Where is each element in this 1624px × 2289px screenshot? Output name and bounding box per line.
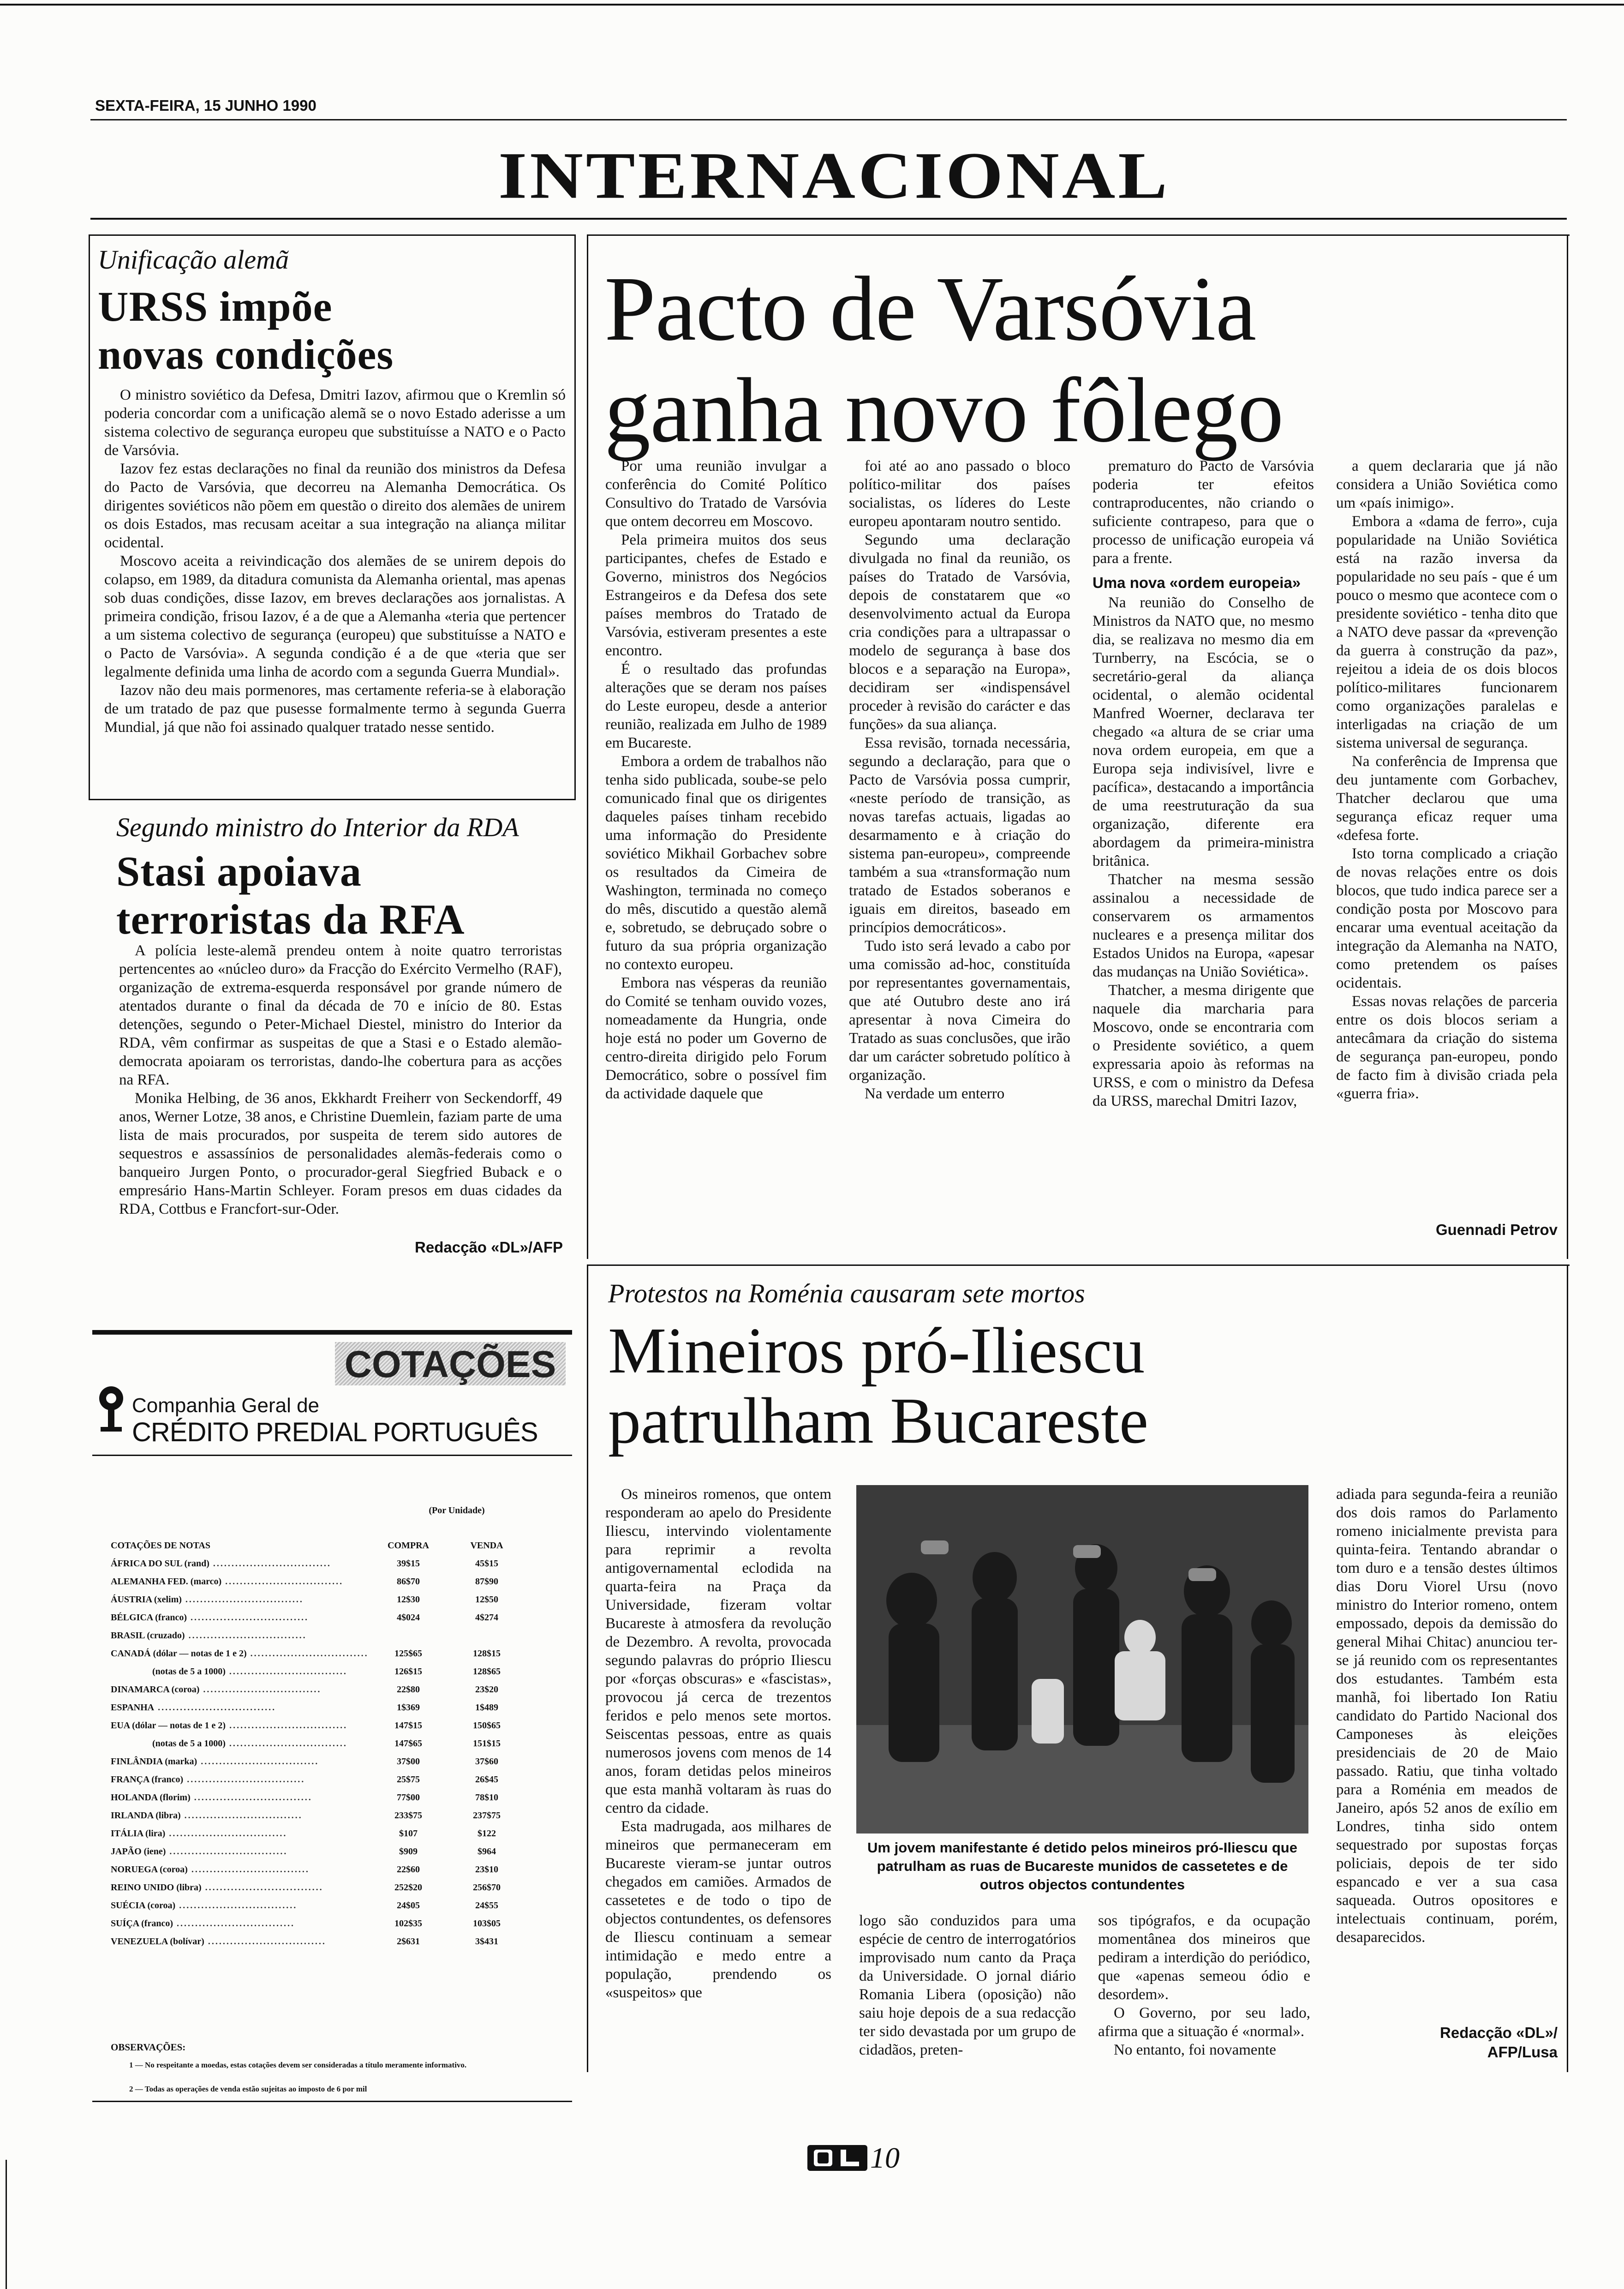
article-stasi-kicker: Segundo ministro do Interior da RDA xyxy=(116,812,519,842)
credit-line: Redacção «DL»/ xyxy=(1440,2024,1558,2041)
headline-line: novas condições xyxy=(98,331,394,378)
page-number: 10 xyxy=(870,2141,900,2174)
rate-buy xyxy=(369,1627,448,1645)
pacto-left-rule xyxy=(587,234,588,1259)
header-label: COTAÇÕES DE NOTAS xyxy=(111,1540,210,1551)
article-pacto-headline xyxy=(604,258,1564,461)
mineiros-top-rule xyxy=(587,1264,1570,1266)
rate-sell: 26$45 xyxy=(475,1774,498,1785)
article-mineiros-kicker: Protestos na Roménia causaram sete mortos xyxy=(608,1278,1085,1308)
section-rule xyxy=(90,218,1567,220)
rate-label: NORUEGA (coroa) xyxy=(111,1864,188,1875)
paragraph: Embora nas vésperas da reunião do Comité se tenham ouvido vozes, nomeadamente da Hungria, onde hoje está no poder um Governo de centro-direita dirigido pelo Forum Democrático, sobre o possível fim da actividade daquele que xyxy=(605,975,827,1102)
cotacoes-top-bar xyxy=(92,1330,572,1335)
rate-sell: 4$274 xyxy=(475,1612,498,1623)
rate-sell: 12$50 xyxy=(475,1594,498,1605)
rate-row xyxy=(111,1915,526,1933)
credit-line: AFP/Lusa xyxy=(1487,2043,1558,2061)
article-stasi-body xyxy=(119,941,562,1255)
leader-dots: ................................ xyxy=(187,1864,310,1875)
rate-label: DINAMARCA (coroa) xyxy=(111,1684,200,1695)
rate-sell: $122 xyxy=(478,1828,496,1839)
rate-sell: 103$05 xyxy=(473,1918,501,1929)
rate-row xyxy=(111,1573,526,1591)
paragraph: Isto torna complicado a criação de novas relações entre os dois blocos, que tudo indica parece ser a condição posta por Moscovo para encarar uma eventual aceitação da integração da Alemanha na NATO, como pretendem os países ocidentais. xyxy=(1336,845,1558,991)
rate-sell: 3$431 xyxy=(475,1936,498,1947)
rate-buy: 39$15 xyxy=(397,1558,420,1569)
article-mineiros-col2 xyxy=(859,1911,1076,2068)
paragraph: adiada para segunda-feira a reunião dos dois ramos do Parlamento romeno inicialmente prevista para quinta-feira. Tentando abrandar o tom duro e a tensão destes últimos dias Doru Viorel Ursu (novo ministro do Interior romeno, ontem empossado, depois da demissão do general Mihai Chitac) anunciou ter-se já reunido com os representantes dos estudantes. Também esta manhã, foi libertado Ion Ratiu candidato do Partido Nacional dos Camponeses às eleições presidenciais de 20 de Maio passado. Ratiu, que tinha voltado para a Roménia em meados de Janeiro, após 52 anos de exílio em Londres, tinha sido ontem sequestrado por supostas forças policiais, depois de ter sido espancado e ver a sua casa saqueada. Outros opositores e intelectuais continuam, porém, desaparecidos. xyxy=(1336,1486,1558,1946)
rate-label: ITÁLIA (lira) xyxy=(111,1828,166,1839)
article-mineiros-col3 xyxy=(1098,1911,1310,2068)
headline-line: terroristas da RFA xyxy=(116,896,465,943)
rate-label: IRLANDA (libra) xyxy=(111,1810,181,1821)
rate-buy: 147$65 xyxy=(394,1738,422,1749)
bank-logo-icon xyxy=(95,1384,127,1435)
pacto-top-rule xyxy=(587,234,1570,236)
article-pacto-col2 xyxy=(849,457,1070,1241)
rate-label: JAPÃO (iene) xyxy=(111,1846,166,1857)
rate-row xyxy=(111,1843,526,1861)
rate-row xyxy=(111,1897,526,1915)
rate-row xyxy=(111,1861,526,1879)
leader-dots: ................................ xyxy=(166,1846,288,1857)
paragraph: A polícia leste-alemã prendeu ontem à noite quatro terroristas pertencentes ao «núcleo duro» da Fracção do Exército Vermelho (RAF), organização de extrema-esquerda responsável por grande número de atentados durante o final da década de 70 e início de 80. Estas detenções, segundo o Peter-Michael Diestel, ministro do Interior da RDA, vêm confirmar as suspeitas de que a Stasi e o Estado alemão-democrata apoiaram os terroristas, dando-lhe cobertura para as acções na RFA. xyxy=(119,942,562,1088)
leader-dots: ................................ xyxy=(154,1702,276,1713)
rate-row xyxy=(111,1681,526,1699)
paragraph: Esta madrugada, aos milhares de mineiros que permaneceram em Bucareste vieram-se juntar outros chegados em camiões. Armados de cassetetes e de todo o tipo de objectos contundentes, os defensores de Iliescu continuam a semear intimidação e medo entre a população, prendendo os «suspeitos» que xyxy=(605,1818,831,2001)
rate-buy: 147$15 xyxy=(394,1720,422,1731)
edge-rule xyxy=(6,2160,7,2289)
headline-line: patrulham Bucareste xyxy=(608,1384,1149,1457)
paragraph: Segundo uma declaração divulgada no final da reunião, os países do Tratado de Varsóvia, depois de constatarem que «o desenvolvimento actual da Europa cria condições para a ultrapassar o modelo de segurança à base dos blocos e a separação na Europa», decidiram ser «indispensável proceder à revisão do carácter e das funções» da sua aliança. xyxy=(849,532,1070,733)
paragraph: foi até ao ano passado o bloco político-militar dos países socialistas, os líderes do Leste europeu apontaram noutro sentido. xyxy=(849,458,1070,530)
paragraph: a quem declararia que já não considera a União Soviética como um «país inimigo». xyxy=(1336,458,1558,511)
paragraph: Os mineiros romenos, que ontem responderam ao apelo do Presidente Iliescu, intervindo violentamente para reprimir a revolta antigovernamental eclodida na quarta-feira na Praça da Universidade, fizeram voltar Bucareste à atmosfera da revolução de Dezembro. A revolta, provocada segundo palavras do próprio Iliescu por «forças obscuras» e «fascistas», provocou já cerca de trezentos feridos e pelo menos sete mortos. Seiscentas pessoas, entre as quais numerosos jovens com menos de 14 anos, foram detidas pelos mineiros que esta manhã voltaram às ruas do centro da cidade. xyxy=(605,1486,831,1816)
leader-dots: ................................ xyxy=(190,1792,312,1803)
rate-sell: 78$10 xyxy=(475,1792,498,1803)
leader-dots: ................................ xyxy=(181,1594,304,1605)
rate-sell: 151$15 xyxy=(473,1738,501,1749)
rate-buy: 22$60 xyxy=(397,1864,420,1875)
rate-sell: 87$90 xyxy=(475,1576,498,1587)
date-rule xyxy=(90,119,1567,120)
rate-label: ÁUSTRIA (xelim) xyxy=(111,1594,182,1605)
headline-line: ganha novo fôlego xyxy=(604,360,1284,461)
leader-dots: ................................ xyxy=(185,1630,307,1641)
paragraph: Monika Helbing, de 36 anos, Ekkhardt Freiherr von Seckendorff, 49 anos, Werner Lotze, 38 anos, e Christine Duemlein, faziam parte de uma lista de mais procurados, por suspeita de terem sido autores de sequestros e assassínios de personalidades alemãs-federais como o banqueiro Jurgen Ponto, o procurador-geral Siegfried Buback e o empresário Hans-Martin Schleyer. Foram presos em duas cidades da RDA, Cottbus e Francfort-sur-Oder. xyxy=(119,1090,562,1217)
cotacoes-title: COTAÇÕES xyxy=(344,1343,556,1385)
news-photo xyxy=(856,1485,1308,1834)
header-buy: COMPRA xyxy=(388,1540,429,1551)
sponsor-line-2: CRÉDITO PREDIAL PORTUGUÊS xyxy=(132,1417,538,1447)
rate-buy: 12$30 xyxy=(397,1594,420,1605)
unit-note: (Por Unidade) xyxy=(429,1505,485,1516)
leader-dots: ................................ xyxy=(197,1756,319,1767)
section-title: INTERNACIONAL xyxy=(498,138,1170,213)
article-mineiros-credit xyxy=(1336,2023,1558,2062)
paragraph: sos tipógrafos, e da ocupação momentânea dos mineiros que pediram a interdição do periódico, que «apenas semeou ódio e desordem». xyxy=(1098,1912,1310,2003)
headline-line: Mineiros pró-Iliescu xyxy=(608,1314,1145,1387)
newspaper-logo-icon xyxy=(807,2145,867,2171)
article-stasi-headline xyxy=(116,847,568,943)
leader-dots: ................................ xyxy=(246,1648,369,1659)
leader-dots: ................................ xyxy=(199,1684,322,1695)
rate-label: BÉLGICA (franco) xyxy=(111,1612,187,1623)
rate-row xyxy=(111,1627,526,1645)
leader-dots: ................................ xyxy=(221,1576,344,1587)
pacto-right-rule xyxy=(1567,234,1568,1259)
rate-row xyxy=(111,1753,526,1771)
rate-buy: 1$369 xyxy=(397,1702,420,1713)
rate-row xyxy=(111,1879,526,1897)
article-mineiros-col4 xyxy=(1336,1485,1558,2016)
rate-row xyxy=(111,1699,526,1717)
sponsor-rule xyxy=(92,1455,572,1456)
article-pacto-col4 xyxy=(1336,457,1558,1214)
rate-label: ESPANHA xyxy=(111,1702,155,1713)
cotacoes-bottom-rule xyxy=(92,2101,572,2102)
rate-row xyxy=(111,1609,526,1627)
paragraph: Embora a ordem de trabalhos não tenha sido publicada, soube-se pelo comunicado final que os dirigentes daqueles países tinham recebido uma informação do Presidente soviético Mikhail Gorbachev sobre os resultados da Cimeira de Washington, terminada no começo do mês, discutido a questão alemã e, sobretudo, se debruçado sobre o futuro da sua própria organização no contexto europeu. xyxy=(605,753,827,973)
rate-sell: 256$70 xyxy=(473,1882,501,1893)
leader-dots: ................................ xyxy=(209,1558,331,1569)
paragraph: O ministro soviético da Defesa, Dmitri Iazov, afirmou que o Kremlin só poderia concordar com a unificação alemã se o novo Estado aderisse a um sistema colectivo de segurança europeu que substituísse a NATO e o Pacto de Varsóvia. xyxy=(104,387,566,459)
leader-dots: ................................ xyxy=(187,1612,309,1623)
paragraph: Thatcher, a mesma dirigente que naquele dia marcharia para Moscovo, onde se encontraria com o Presidente soviético, a quem expressaria apoio às reformas na URSS, e com o ministro da Defesa da URSS, marechal Dmitri Iazov, xyxy=(1093,982,1314,1109)
paragraph: logo são conduzidos para uma espécie de centro de interrogatórios improvisado num canto da Praça da Universidade. O jornal diário Romania Libera (oposição) não saiu hoje depois de a sua redacção ter sido devastada por um grupo de cidadãos, preten- xyxy=(859,1912,1076,2058)
leader-dots: ................................ xyxy=(225,1666,347,1677)
rate-label: BRASIL (cruzado) xyxy=(111,1630,185,1641)
paragraph: Pela primeira muitos dos seus participantes, chefes de Estado e Governo, ministros dos Negócios Estrangeiros e da Defesa dos sete países membros do Tratado de Varsóvia, estiveram presentes a este encontro. xyxy=(605,532,827,659)
rate-label: FRANÇA (franco) xyxy=(111,1774,184,1785)
rate-sell: $964 xyxy=(478,1846,496,1857)
rate-buy: 126$15 xyxy=(394,1666,422,1677)
paragraph: Iazov fez estas declarações no final da reunião dos ministros da Defesa do Pacto de Varsóvia, que decorreu na Alemanha Democrática. Os dirigentes soviéticos não põem em questão o direito dos alemães de unirem os dois Estados, mas recusam aceitar a sua integração na aliança militar ocidental. xyxy=(104,461,566,551)
leader-dots: ................................ xyxy=(165,1828,287,1839)
rate-label: CANADÁ (dólar — notas de 1 e 2) xyxy=(111,1648,247,1659)
rate-row xyxy=(111,1789,526,1807)
rate-label: (notas de 5 a 1000) xyxy=(152,1666,226,1677)
rate-label: VENEZUELA (bolívar) xyxy=(111,1936,204,1947)
note-2: 2 — Todas as operações de venda estão sujeitas ao imposto de 6 por mil xyxy=(129,2085,367,2093)
rate-row xyxy=(111,1591,526,1609)
rate-sell: 37$60 xyxy=(475,1756,498,1767)
rate-row xyxy=(111,1735,526,1753)
rate-label: HOLANDA (florim) xyxy=(111,1792,191,1803)
rate-row xyxy=(111,1717,526,1735)
paragraph: Na verdade um enterro xyxy=(865,1085,1005,1102)
rate-label: ALEMANHA FED. (marco) xyxy=(111,1576,222,1587)
rate-buy: 86$70 xyxy=(397,1576,420,1587)
note-1: 1 — No respeitante a moedas, estas cotações devem ser consideradas a título meramente informativo. xyxy=(129,2061,467,2069)
subheading: Uma nova «ordem europeia» xyxy=(1093,574,1301,591)
rate-buy: 125$65 xyxy=(394,1648,422,1659)
article-unificacao-headline xyxy=(98,282,564,378)
article-pacto-credit: Guennadi Petrov xyxy=(1435,1221,1558,1238)
rate-buy: 102$35 xyxy=(394,1918,422,1929)
paragraph: Moscovo aceita a reivindicação dos alemães de se unirem depois do colapso, em 1989, da ditadura comunista da Alemanha oriental, mas apenas sob duas condições, disse Iazov, em breves declarações aos jornalistas. A primeira condição, frisou Iazov, é a de que a Alemanha «teria que pertencer a um sistema colectivo de segurança (europeu) que substituísse a NATO e o Pacto de Varsóvia». A segunda condição é a de que «teria que ser legalmente definida uma linha de acordo com a segunda Guerra Mundial». xyxy=(104,553,566,680)
paragraph: Iazov não deu mais pormenores, mas certamente referia-se à elaboração de um tratado de paz que pusesse formalmente termo à segunda Guerra Mundial, já que não foi assinado qualquer tratado nesse sentido. xyxy=(104,682,566,736)
rate-buy: 4$024 xyxy=(397,1612,420,1623)
sponsor-line-1: Companhia Geral de xyxy=(132,1394,320,1417)
rate-row xyxy=(111,1933,526,1951)
rate-buy: $909 xyxy=(399,1846,418,1857)
rate-sell: 150$65 xyxy=(473,1720,501,1731)
rates-table xyxy=(111,1537,526,1951)
rate-buy: 25$75 xyxy=(397,1774,420,1785)
article-pacto-col3 xyxy=(1093,457,1314,1241)
rate-buy: 37$00 xyxy=(397,1756,420,1767)
rate-sell: 45$15 xyxy=(475,1558,498,1569)
rate-sell: 23$10 xyxy=(475,1864,498,1875)
paragraph: Essas novas relações de parceria entre os dois blocos seriam a antecâmara da criação do sistema de segurança pan-europeu, pondo de facto fim à divisão criada pela «guerra fria». xyxy=(1336,993,1558,1102)
notes-title: OBSERVAÇÕES: xyxy=(111,2042,186,2053)
top-rule xyxy=(0,4,1624,6)
mineiros-left-rule xyxy=(587,1264,588,2072)
rate-label: ÁFRICA DO SUL (rand) xyxy=(111,1558,209,1569)
rate-row xyxy=(111,1663,526,1681)
leader-dots: ................................ xyxy=(226,1720,348,1731)
paragraph: Por uma reunião invulgar a conferência do Comité Político Consultivo do Tratado de Varsóvia que ontem decorreu em Moscovo. xyxy=(605,458,827,530)
paragraph: Thatcher na mesma sessão assinalou a necessidade de conservarem os armamentos nucleares e a presença militar dos Estados Unidos na Europa, «apesar das mudanças na União Soviética». xyxy=(1093,871,1314,980)
leader-dots: ................................ xyxy=(201,1882,323,1893)
rate-sell: 237$75 xyxy=(473,1810,501,1821)
rate-sell xyxy=(448,1627,526,1645)
paragraph: O Governo, por seu lado, afirma que a situação é «normal». xyxy=(1098,2005,1310,2040)
rate-buy: $107 xyxy=(399,1828,418,1839)
rate-buy: 252$20 xyxy=(394,1882,422,1893)
rate-buy: 77$00 xyxy=(397,1792,420,1803)
rate-buy: 2$631 xyxy=(397,1936,420,1947)
paragraph: Na reunião do Conselho de Ministros da NATO que, no mesmo dia, se realizava no mesmo dia em Turnberry, na Escócia, se o secretário-geral da aliança ocidental, o alemão ocidental Manfred Woerner, declarava ter chegado «a altura de se criar uma nova ordem europeia, em que a Europa seja indivisível, livre e pacífica», destacando a importância de uma reestruturação da sua organização, diferente era abordagem da primeira-ministra britânica. xyxy=(1093,594,1314,869)
rate-label: SUÍÇA (franco) xyxy=(111,1918,173,1929)
rate-sell: 1$489 xyxy=(475,1702,498,1713)
headline-line: URSS impõe xyxy=(98,283,333,330)
article-mineiros-headline xyxy=(608,1315,1558,1456)
rate-sell: 128$65 xyxy=(473,1666,501,1677)
paragraph: Essa revisão, tornada necessária, segundo a declaração, para que o Pacto de Varsóvia possa cumprir, «neste período de transição, as novas tarefas actuais, ligadas ao desarmamento e à criação do sistema pan-europeu», compreende também a sua «transformação num tratado de Estados soberanos e iguais em direitos, baseado em princípios democráticos». xyxy=(849,735,1070,936)
headline-line: Stasi apoiava xyxy=(116,848,362,895)
headline-line: Pacto de Varsóvia xyxy=(604,258,1256,360)
rate-label: SUÉCIA (coroa) xyxy=(111,1900,176,1911)
rate-sell: 128$15 xyxy=(473,1648,501,1659)
rate-buy: 233$75 xyxy=(394,1810,422,1821)
rate-row xyxy=(111,1807,526,1825)
paragraph: No entanto, foi novamente xyxy=(1114,2042,1276,2058)
rate-label: REINO UNIDO (libra) xyxy=(111,1882,202,1893)
leader-dots: ................................ xyxy=(175,1900,298,1911)
paragraph: prematuro do Pacto de Varsóvia poderia ter efeitos contraproducentes, não criando o suficiente contrapeso, para que o processo de unificação europeia vá para a frente. xyxy=(1093,458,1314,567)
leader-dots: ................................ xyxy=(180,1810,303,1821)
photo-scene xyxy=(856,1485,1308,1834)
article-mineiros-col1 xyxy=(605,1485,831,2071)
page-date: SEXTA-FEIRA, 15 JUNHO 1990 xyxy=(95,97,316,114)
article-pacto-col1 xyxy=(605,457,827,1241)
rate-sell: 23$20 xyxy=(475,1684,498,1695)
paragraph: Na conferência de Imprensa que deu juntamente com Gorbachev, Thatcher declarou que uma segurança eficaz requer uma «defesa forte. xyxy=(1336,753,1558,844)
rate-row xyxy=(111,1771,526,1789)
rate-label: (notas de 5 a 1000) xyxy=(152,1738,226,1749)
rate-label: EUA (dólar — notas de 1 e 2) xyxy=(111,1720,226,1731)
leader-dots: ................................ xyxy=(225,1738,347,1749)
article-unificacao-body xyxy=(104,386,566,792)
table-header-row xyxy=(111,1537,526,1555)
header-sell: VENDA xyxy=(470,1540,503,1551)
rate-row xyxy=(111,1825,526,1843)
article-unificacao-kicker: Unificação alemã xyxy=(98,245,289,275)
paragraph: Embora a «dama de ferro», cuja popularidade na União Soviética está na razão inversa da popularidade no seu país - que é um pouco o mesmo que acontece com o presidente soviético - tenha dito que a NATO deve passar da «prevenção da guerra à construção da paz», rejeitou a ideia de os dois blocos político-militares funcionarem como organizações paralelas e interligadas na criação de um sistema universal de segurança. xyxy=(1336,513,1558,751)
article-stasi-credit: Redacção «DL»/AFP xyxy=(415,1239,563,1256)
paragraph: Tudo isto será levado a cabo por uma comissão ad-hoc, constituída por representantes governamentais, que até Outubro deste ano irá apresentar à nova Cimeira do Tratado as suas conclusões, que irão dar um carácter sobretudo político à organização. xyxy=(849,938,1070,1084)
leader-dots: ................................ xyxy=(183,1774,305,1785)
rate-sell: 24$55 xyxy=(475,1900,498,1911)
mineiros-right-rule xyxy=(1567,1264,1568,2072)
rate-row xyxy=(111,1645,526,1663)
rate-label: FINLÂNDIA (marka) xyxy=(111,1756,197,1767)
rate-buy: 22$80 xyxy=(397,1684,420,1695)
rate-buy: 24$05 xyxy=(397,1900,420,1911)
rate-row xyxy=(111,1555,526,1573)
leader-dots: ................................ xyxy=(173,1918,295,1929)
photo-caption: Um jovem manifestante é detido pelos mineiros pró-Iliescu que patrulham as ruas de Bucareste munidos de cassetetes e de outros objectos contundentes xyxy=(867,1840,1297,1893)
paragraph: É o resultado das profundas alterações que se deram nos países do Leste europeu, desde a anterior reunião, realizada em Julho de 1989 em Bucareste. xyxy=(605,661,827,751)
leader-dots: ................................ xyxy=(204,1936,326,1947)
